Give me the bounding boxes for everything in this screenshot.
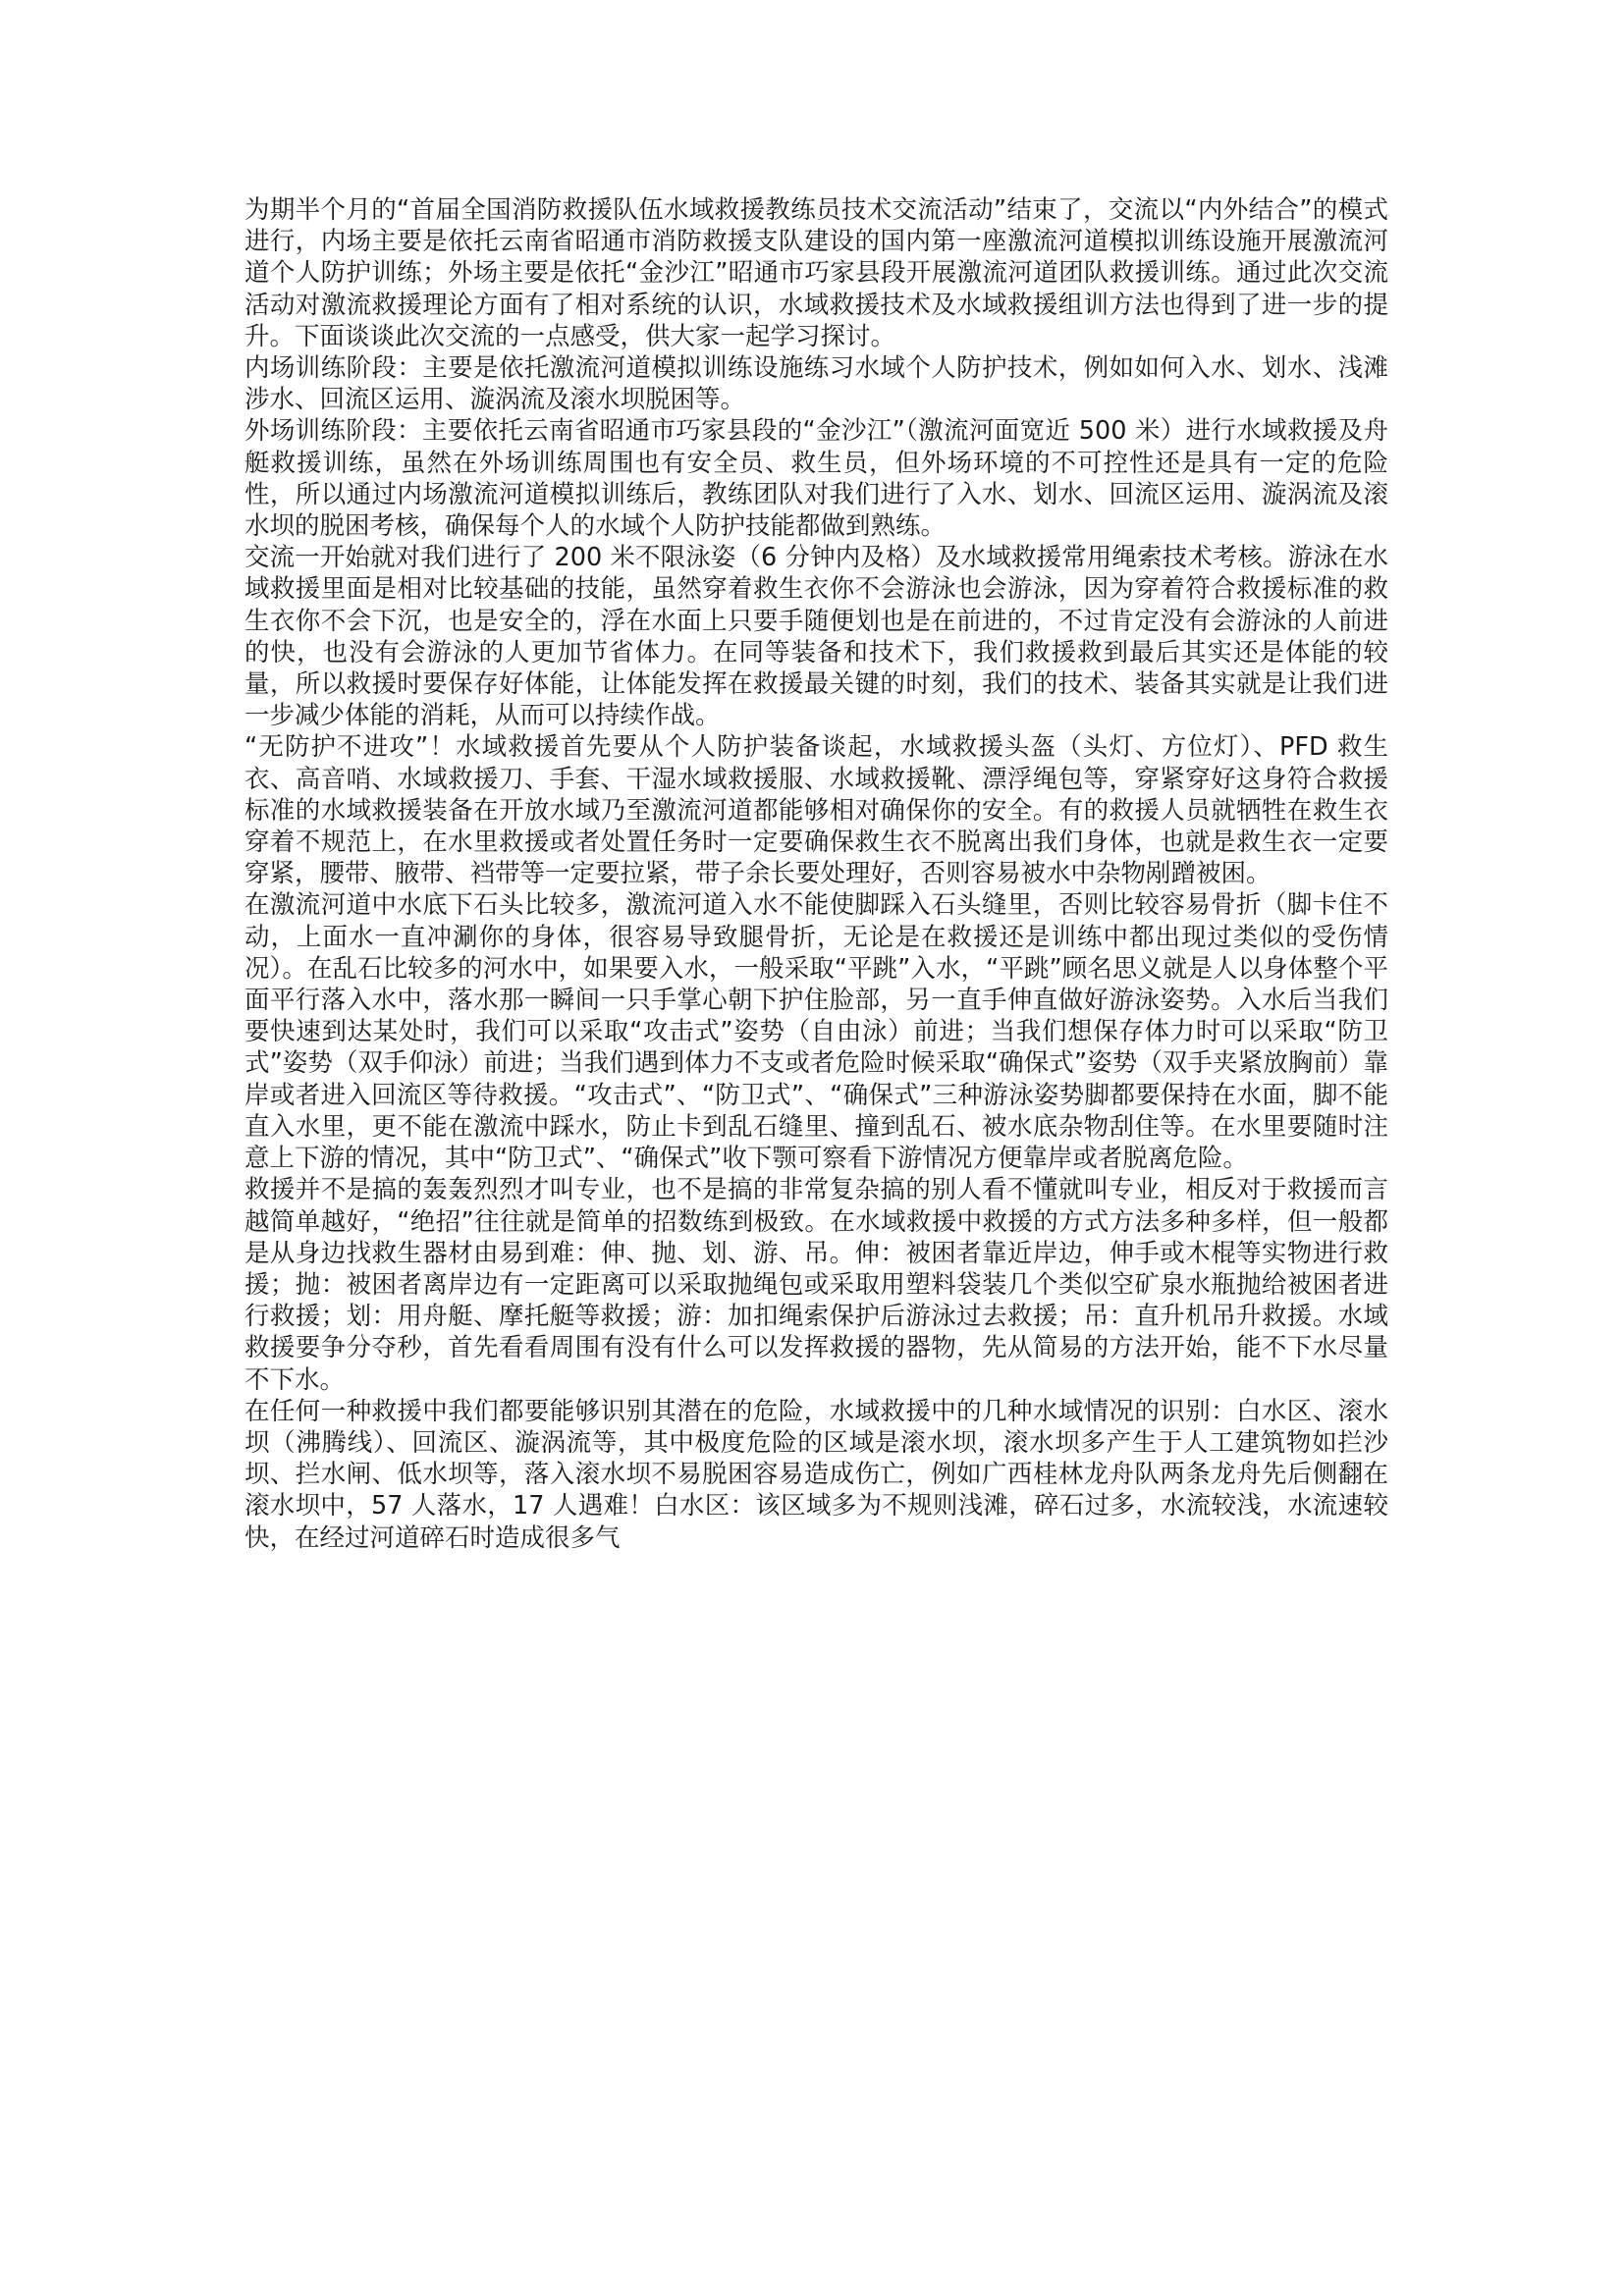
paragraph-hazard-recognition: 在任何一种救援中我们都要能够识别其潜在的危险，水域救援中的几种水域情况的识别：白水区、滚水坝（沸腾线）、回流区、漩涡流等，其中极度危险的区域是滚水坝，滚水坝多产生于人工建筑物如拦沙坝、拦水闸、低水坝等，落入滚水坝不易脱困容易造成伤亡，例如广西桂林龙舟队两条龙舟先后侧翻在滚水坝中，57 人落水，17 人遇难！白水区：该区域多为不规则浅滩，碎石过多，水流较浅，水流速较快，在经过河道碎石时造成很多气 xyxy=(244,1396,1388,1553)
paragraph-indoor-training: 内场训练阶段：主要是依托激流河道模拟训练设施练习水域个人防护技术，例如如何入水、划水、浅滩涉水、回流区运用、漩涡流及滚水坝脱困等。 xyxy=(244,353,1388,415)
paragraph-swimming-assessment: 交流一开始就对我们进行了 200 米不限泳姿（6 分钟内及格）及水域救援常用绳索技术考核。游泳在水域救援里面是相对比较基础的技能，虽然穿着救生衣你不会游泳也会游泳，因为穿着符合救援标准的救生衣你不会下沉，也是安全的，浮在水面上只要手随便划也是在前进的，不过肯定没有会游泳的人前进的快，也没有会游泳的人更加节省体力。在同等装备和技术下，我们救援救到最后其实还是体能的较量，所以救援时要保存好体能，让体能发挥在救援最关键的时刻，我们的技术、装备其实就是让我们进一步减少体能的消耗，从而可以持续作战。 xyxy=(244,543,1388,731)
paragraph-entry-technique: 在激流河道中水底下石头比较多，激流河道入水不能使脚踩入石头缝里，否则比较容易骨折（脚卡住不动，上面水一直冲涮你的身体，很容易导致腿骨折，无论是在救援还是训练中都出现过类似的受伤情况）。在乱石比较多的河水中，如果要入水，一般采取“平跳”入水，“平跳”顾名思义就是人以身体整个平面平行落入水中，落水那一瞬间一只手掌心朝下护住脸部，另一直手伸直做好游泳姿势。入水后当我们要快速到达某处时，我们可以采取“攻击式”姿势（自由泳）前进；当我们想保存体力时可以采取“防卫式”姿势（双手仰泳）前进；当我们遇到体力不支或者危险时候采取“确保式”姿势（双手夹紧放胸前）靠岸或者进入回流区等待救援。“攻击式”、“防卫式”、“确保式”三种游泳姿势脚都要保持在水面，脚不能直入水里，更不能在激流中踩水，防止卡到乱石缝里、撞到乱石、被水底杂物刮住等。在水里要随时注意上下游的情况，其中“防卫式”、“确保式”收下颚可察看下游情况方便靠岸或者脱离危险。 xyxy=(244,890,1388,1174)
paragraph-personal-protection: “无防护不进攻”！水域救援首先要从个人防护装备谈起，水域救援头盔（头灯、方位灯）、PFD 救生衣、高音哨、水域救援刀、手套、干湿水域救援服、水域救援靴、漂浮绳包等，穿紧穿好这身符合救援标准的水域救援装备在开放水域乃至激流河道都能够相对确保你的安全。有的救援人员就牺牲在救生衣穿着不规范上，在水里救援或者处置任务时一定要确保救生衣不脱离出我们身体，也就是救生衣一定要穿紧，腰带、腋带、裆带等一定要拉紧，带子余长要处理好，否则容易被水中杂物剐蹭被困。 xyxy=(244,732,1388,889)
paragraph-intro: 为期半个月的“首届全国消防救援队伍水域救援教练员技术交流活动”结束了，交流以“内外结合”的模式进行，内场主要是依托云南省昭通市消防救援支队建设的国内第一座激流河道模拟训练设施开展激流河道个人防护训练；外场主要是依托“金沙江”昭通市巧家县段开展激流河道团队救援训练。通过此次交流活动对激流救援理论方面有了相对系统的认识，水域救援技术及水域救援组训方法也得到了进一步的提升。下面谈谈此次交流的一点感受，供大家一起学习探讨。 xyxy=(244,195,1388,351)
paragraph-rescue-methods: 救援并不是搞的轰轰烈烈才叫专业，也不是搞的非常复杂搞的别人看不懂就叫专业，相反对于救援而言越简单越好，“绝招”往往就是简单的招数练到极致。在水域救援中救援的方式方法多种多样，但一般都是从身边找救生器材由易到难：伸、抛、划、游、吊。伸：被困者靠近岸边，伸手或木棍等实物进行救援；抛：被困者离岸边有一定距离可以采取抛绳包或采取用塑料袋装几个类似空矿泉水瓶抛给被困者进行救援；划：用舟艇、摩托艇等救援；游：加扣绳索保护后游泳过去救援；吊：直升机吊升救援。水域救援要争分夺秒，首先看看周围有没有什么可以发挥救援的器物，先从简易的方法开始，能不下水尽量不下水。 xyxy=(244,1175,1388,1395)
paragraph-outdoor-training: 外场训练阶段：主要依托云南省昭通市巧家县段的“金沙江”（激流河面宽近 500 米）进行水域救援及舟艇救援训练，虽然在外场训练周围也有安全员、救生员，但外场环境的不可控性还是具有一定的危险性，所以通过内场激流河道模拟训练后，教练团队对我们进行了入水、划水、回流区运用、漩涡流及滚水坝的脱困考核，确保每个人的水域个人防护技能都做到熟练。 xyxy=(244,416,1388,542)
article-body xyxy=(244,194,1388,1554)
